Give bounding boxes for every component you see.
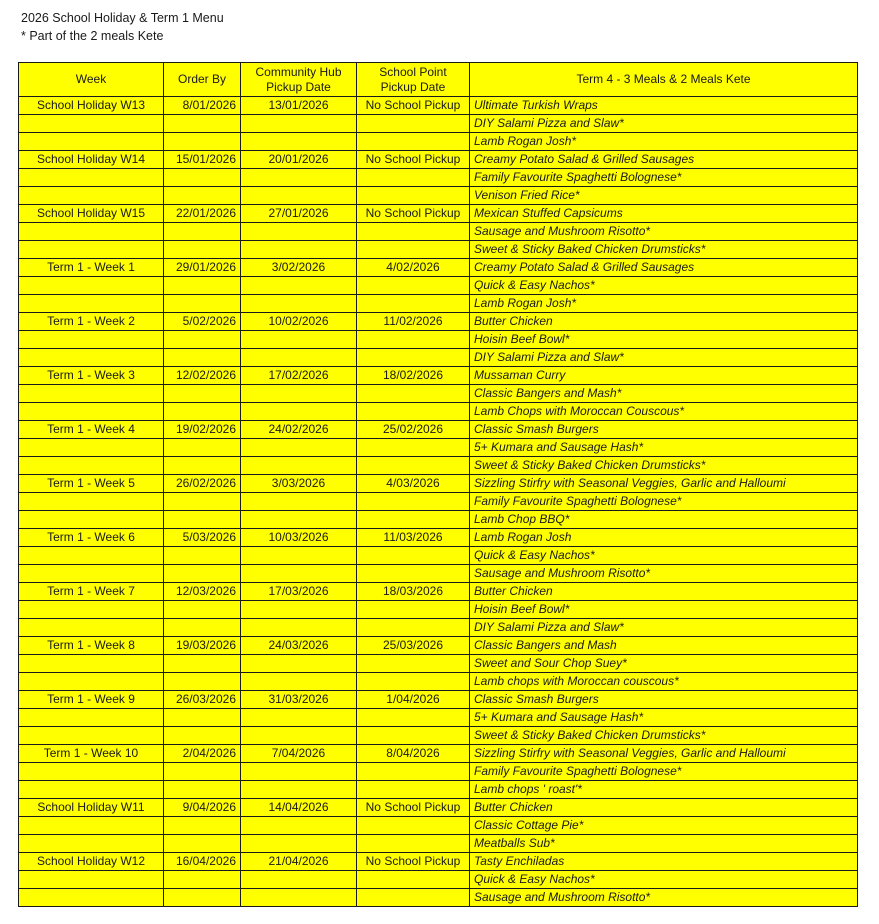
kete-meal-cell: Sausage and Mushroom Risotto*: [470, 889, 858, 907]
community-hub-date-cell: 17/03/2026: [241, 583, 357, 601]
school-point-date-cell: 25/02/2026: [357, 421, 470, 439]
table-row: [19, 187, 858, 205]
community-hub-date-cell-empty: [241, 565, 357, 583]
school-point-date-cell: No School Pickup: [357, 97, 470, 115]
table-row: [19, 763, 858, 781]
header-order-by: Order By: [164, 63, 241, 97]
week-cell-empty: [19, 763, 164, 781]
school-point-date-cell-empty: [357, 871, 470, 889]
week-cell-empty: [19, 655, 164, 673]
order-by-cell-empty: [164, 835, 241, 853]
order-by-cell-empty: [164, 133, 241, 151]
week-cell-empty: [19, 241, 164, 259]
community-hub-date-cell-empty: [241, 439, 357, 457]
table-row: [19, 457, 858, 475]
school-point-date-cell-empty: [357, 493, 470, 511]
order-by-cell-empty: [164, 781, 241, 799]
kete-meal-cell: Sweet & Sticky Baked Chicken Drumsticks*: [470, 727, 858, 745]
meal-cell: Creamy Potato Salad & Grilled Sausages: [470, 259, 858, 277]
community-hub-date-cell: 10/03/2026: [241, 529, 357, 547]
week-cell-empty: [19, 349, 164, 367]
kete-meal-cell: Family Favourite Spaghetti Bolognese*: [470, 763, 858, 781]
week-cell-empty: [19, 385, 164, 403]
table-row: [19, 691, 858, 709]
community-hub-date-cell-empty: [241, 727, 357, 745]
table-row: [19, 583, 858, 601]
week-cell-empty: [19, 547, 164, 565]
community-hub-date-cell-empty: [241, 331, 357, 349]
school-point-date-cell-empty: [357, 457, 470, 475]
meal-cell: Lamb Rogan Josh: [470, 529, 858, 547]
table-row: [19, 637, 858, 655]
school-point-date-cell-empty: [357, 709, 470, 727]
week-cell-empty: [19, 169, 164, 187]
kete-meal-cell: Venison Fried Rice*: [470, 187, 858, 205]
order-by-cell-empty: [164, 187, 241, 205]
order-by-cell-empty: [164, 817, 241, 835]
community-hub-date-cell-empty: [241, 655, 357, 673]
order-by-cell-empty: [164, 493, 241, 511]
school-point-date-cell: 1/04/2026: [357, 691, 470, 709]
kete-footnote: * Part of the 2 meals Kete: [21, 29, 164, 43]
week-cell: Term 1 - Week 10: [19, 745, 164, 763]
order-by-cell: 19/03/2026: [164, 637, 241, 655]
kete-meal-cell: DIY Salami Pizza and Slaw*: [470, 349, 858, 367]
community-hub-date-cell: 14/04/2026: [241, 799, 357, 817]
document-title: 2026 School Holiday & Term 1 Menu: [21, 11, 224, 25]
kete-meal-cell: DIY Salami Pizza and Slaw*: [470, 619, 858, 637]
order-by-cell-empty: [164, 223, 241, 241]
school-point-date-cell: 11/02/2026: [357, 313, 470, 331]
order-by-cell: 15/01/2026: [164, 151, 241, 169]
week-cell-empty: [19, 457, 164, 475]
table-row: [19, 817, 858, 835]
community-hub-date-cell-empty: [241, 403, 357, 421]
community-hub-date-cell-empty: [241, 871, 357, 889]
order-by-cell: 12/03/2026: [164, 583, 241, 601]
school-point-date-cell-empty: [357, 331, 470, 349]
school-point-date-cell-empty: [357, 295, 470, 313]
table-row: [19, 133, 858, 151]
community-hub-date-cell-empty: [241, 349, 357, 367]
order-by-cell-empty: [164, 349, 241, 367]
community-hub-date-cell: 31/03/2026: [241, 691, 357, 709]
table-row: [19, 259, 858, 277]
school-point-date-cell-empty: [357, 403, 470, 421]
community-hub-date-cell-empty: [241, 817, 357, 835]
order-by-cell-empty: [164, 763, 241, 781]
week-cell-empty: [19, 619, 164, 637]
school-point-date-cell-empty: [357, 655, 470, 673]
kete-meal-cell: Sausage and Mushroom Risotto*: [470, 223, 858, 241]
community-hub-date-cell-empty: [241, 133, 357, 151]
order-by-cell: 2/04/2026: [164, 745, 241, 763]
order-by-cell-empty: [164, 547, 241, 565]
week-cell: Term 1 - Week 3: [19, 367, 164, 385]
order-by-cell-empty: [164, 439, 241, 457]
week-cell-empty: [19, 295, 164, 313]
kete-meal-cell: Lamb Rogan Josh*: [470, 133, 858, 151]
order-by-cell-empty: [164, 601, 241, 619]
kete-meal-cell: 5+ Kumara and Sausage Hash*: [470, 439, 858, 457]
order-by-cell: 12/02/2026: [164, 367, 241, 385]
header-week: Week: [19, 63, 164, 97]
week-cell-empty: [19, 709, 164, 727]
community-hub-date-cell-empty: [241, 511, 357, 529]
school-point-date-cell: 25/03/2026: [357, 637, 470, 655]
kete-meal-cell: Sausage and Mushroom Risotto*: [470, 565, 858, 583]
school-point-date-cell: 18/02/2026: [357, 367, 470, 385]
meal-cell: Classic Smash Burgers: [470, 421, 858, 439]
menu-table: [18, 62, 858, 907]
table-row: [19, 565, 858, 583]
kete-meal-cell: Meatballs Sub*: [470, 835, 858, 853]
school-point-date-cell-empty: [357, 277, 470, 295]
community-hub-date-cell: 17/02/2026: [241, 367, 357, 385]
order-by-cell-empty: [164, 889, 241, 907]
order-by-cell: 19/02/2026: [164, 421, 241, 439]
table-row: [19, 151, 858, 169]
school-point-date-cell: No School Pickup: [357, 799, 470, 817]
table-row: [19, 331, 858, 349]
school-point-date-cell-empty: [357, 133, 470, 151]
community-hub-date-cell-empty: [241, 547, 357, 565]
order-by-cell-empty: [164, 511, 241, 529]
order-by-cell: 5/02/2026: [164, 313, 241, 331]
school-point-date-cell: No School Pickup: [357, 151, 470, 169]
kete-meal-cell: Hoisin Beef Bowl*: [470, 331, 858, 349]
school-point-date-cell-empty: [357, 781, 470, 799]
table-row: [19, 169, 858, 187]
community-hub-date-cell: 10/02/2026: [241, 313, 357, 331]
school-point-date-cell-empty: [357, 601, 470, 619]
table-row: [19, 547, 858, 565]
school-point-date-cell: No School Pickup: [357, 205, 470, 223]
school-point-date-cell-empty: [357, 889, 470, 907]
week-cell-empty: [19, 439, 164, 457]
header-meals: Term 4 - 3 Meals & 2 Meals Kete: [470, 63, 858, 97]
order-by-cell-empty: [164, 277, 241, 295]
order-by-cell-empty: [164, 385, 241, 403]
school-point-date-cell-empty: [357, 547, 470, 565]
order-by-cell-empty: [164, 655, 241, 673]
week-cell-empty: [19, 673, 164, 691]
order-by-cell-empty: [164, 673, 241, 691]
community-hub-date-cell: 3/02/2026: [241, 259, 357, 277]
community-hub-date-cell-empty: [241, 673, 357, 691]
community-hub-date-cell-empty: [241, 223, 357, 241]
table-row: [19, 403, 858, 421]
table-row: [19, 367, 858, 385]
order-by-cell: 26/03/2026: [164, 691, 241, 709]
community-hub-date-cell-empty: [241, 763, 357, 781]
community-hub-date-cell: 24/03/2026: [241, 637, 357, 655]
community-hub-date-cell-empty: [241, 241, 357, 259]
order-by-cell: 26/02/2026: [164, 475, 241, 493]
kete-meal-cell: Sweet & Sticky Baked Chicken Drumsticks*: [470, 241, 858, 259]
table-row: [19, 421, 858, 439]
table-row: [19, 277, 858, 295]
week-cell-empty: [19, 331, 164, 349]
table-row: [19, 475, 858, 493]
school-point-date-cell-empty: [357, 439, 470, 457]
week-cell: School Holiday W11: [19, 799, 164, 817]
table-row: [19, 313, 858, 331]
kete-meal-cell: Sweet & Sticky Baked Chicken Drumsticks*: [470, 457, 858, 475]
school-point-date-cell-empty: [357, 187, 470, 205]
table-row: [19, 511, 858, 529]
order-by-cell-empty: [164, 565, 241, 583]
kete-meal-cell: Quick & Easy Nachos*: [470, 871, 858, 889]
school-point-date-cell-empty: [357, 115, 470, 133]
school-point-date-cell-empty: [357, 385, 470, 403]
week-cell-empty: [19, 511, 164, 529]
table-row: [19, 889, 858, 907]
kete-meal-cell: Classic Cottage Pie*: [470, 817, 858, 835]
order-by-cell: 9/04/2026: [164, 799, 241, 817]
school-point-date-cell-empty: [357, 619, 470, 637]
school-point-date-cell: 18/03/2026: [357, 583, 470, 601]
table-row: [19, 529, 858, 547]
week-cell: School Holiday W15: [19, 205, 164, 223]
week-cell-empty: [19, 781, 164, 799]
school-point-date-cell-empty: [357, 817, 470, 835]
meal-cell: Butter Chicken: [470, 313, 858, 331]
week-cell-empty: [19, 277, 164, 295]
table-row: [19, 115, 858, 133]
community-hub-date-cell-empty: [241, 781, 357, 799]
order-by-cell-empty: [164, 241, 241, 259]
order-by-cell-empty: [164, 295, 241, 313]
kete-meal-cell: Lamb Chop BBQ*: [470, 511, 858, 529]
kete-meal-cell: Quick & Easy Nachos*: [470, 277, 858, 295]
school-point-date-cell-empty: [357, 763, 470, 781]
meal-cell: Sizzling Stirfry with Seasonal Veggies, Garlic and Halloumi: [470, 745, 858, 763]
school-point-date-cell: 4/02/2026: [357, 259, 470, 277]
community-hub-date-cell: 3/03/2026: [241, 475, 357, 493]
community-hub-date-cell-empty: [241, 295, 357, 313]
community-hub-date-cell-empty: [241, 889, 357, 907]
school-point-date-cell-empty: [357, 511, 470, 529]
school-point-date-cell: No School Pickup: [357, 853, 470, 871]
meal-cell: Sizzling Stirfry with Seasonal Veggies, Garlic and Halloumi: [470, 475, 858, 493]
order-by-cell: 29/01/2026: [164, 259, 241, 277]
week-cell: Term 1 - Week 2: [19, 313, 164, 331]
kete-meal-cell: 5+ Kumara and Sausage Hash*: [470, 709, 858, 727]
community-hub-date-cell: 7/04/2026: [241, 745, 357, 763]
table-row: [19, 223, 858, 241]
week-cell: Term 1 - Week 9: [19, 691, 164, 709]
week-cell-empty: [19, 565, 164, 583]
meal-cell: Mexican Stuffed Capsicums: [470, 205, 858, 223]
order-by-cell-empty: [164, 709, 241, 727]
kete-meal-cell: Hoisin Beef Bowl*: [470, 601, 858, 619]
order-by-cell-empty: [164, 619, 241, 637]
order-by-cell-empty: [164, 331, 241, 349]
table-row: [19, 205, 858, 223]
table-row: [19, 853, 858, 871]
kete-meal-cell: Family Favourite Spaghetti Bolognese*: [470, 493, 858, 511]
community-hub-date-cell-empty: [241, 601, 357, 619]
community-hub-date-cell-empty: [241, 709, 357, 727]
school-point-date-cell-empty: [357, 241, 470, 259]
week-cell: Term 1 - Week 6: [19, 529, 164, 547]
table-row: [19, 727, 858, 745]
community-hub-date-cell: 24/02/2026: [241, 421, 357, 439]
order-by-cell: 5/03/2026: [164, 529, 241, 547]
order-by-cell-empty: [164, 457, 241, 475]
week-cell-empty: [19, 817, 164, 835]
week-cell-empty: [19, 133, 164, 151]
kete-meal-cell: DIY Salami Pizza and Slaw*: [470, 115, 858, 133]
school-point-date-cell: 4/03/2026: [357, 475, 470, 493]
week-cell: School Holiday W13: [19, 97, 164, 115]
week-cell: Term 1 - Week 8: [19, 637, 164, 655]
meal-cell: Tasty Enchiladas: [470, 853, 858, 871]
table-row: [19, 97, 858, 115]
header-school-point-pickup: School Point Pickup Date: [357, 63, 470, 97]
menu-body: [19, 97, 858, 907]
order-by-cell: 16/04/2026: [164, 853, 241, 871]
order-by-cell-empty: [164, 115, 241, 133]
meal-cell: Creamy Potato Salad & Grilled Sausages: [470, 151, 858, 169]
meal-cell: Mussaman Curry: [470, 367, 858, 385]
table-row: [19, 241, 858, 259]
table-row: [19, 673, 858, 691]
table-row: [19, 619, 858, 637]
meal-cell: Ultimate Turkish Wraps: [470, 97, 858, 115]
school-point-date-cell-empty: [357, 169, 470, 187]
table-row: [19, 871, 858, 889]
table-row: [19, 493, 858, 511]
community-hub-date-cell-empty: [241, 187, 357, 205]
week-cell-empty: [19, 403, 164, 421]
kete-meal-cell: Lamb chops ' roast'*: [470, 781, 858, 799]
week-cell-empty: [19, 115, 164, 133]
header-row: [19, 63, 858, 97]
community-hub-date-cell-empty: [241, 277, 357, 295]
table-row: [19, 385, 858, 403]
week-cell-empty: [19, 601, 164, 619]
meal-cell: Butter Chicken: [470, 583, 858, 601]
kete-meal-cell: Lamb Chops with Moroccan Couscous*: [470, 403, 858, 421]
school-point-date-cell-empty: [357, 727, 470, 745]
community-hub-date-cell: 21/04/2026: [241, 853, 357, 871]
kete-meal-cell: Quick & Easy Nachos*: [470, 547, 858, 565]
community-hub-date-cell-empty: [241, 457, 357, 475]
week-cell-empty: [19, 889, 164, 907]
table-row: [19, 349, 858, 367]
school-point-date-cell-empty: [357, 565, 470, 583]
table-row: [19, 655, 858, 673]
week-cell: School Holiday W12: [19, 853, 164, 871]
table-row: [19, 781, 858, 799]
community-hub-date-cell-empty: [241, 493, 357, 511]
community-hub-date-cell: 20/01/2026: [241, 151, 357, 169]
table-row: [19, 745, 858, 763]
community-hub-date-cell-empty: [241, 385, 357, 403]
table-row: [19, 709, 858, 727]
community-hub-date-cell: 27/01/2026: [241, 205, 357, 223]
order-by-cell-empty: [164, 871, 241, 889]
header-community-hub-pickup: Community Hub Pickup Date: [241, 63, 357, 97]
kete-meal-cell: Sweet and Sour Chop Suey*: [470, 655, 858, 673]
community-hub-date-cell-empty: [241, 619, 357, 637]
week-cell: Term 1 - Week 5: [19, 475, 164, 493]
week-cell-empty: [19, 835, 164, 853]
table-row: [19, 439, 858, 457]
table-row: [19, 295, 858, 313]
week-cell: Term 1 - Week 7: [19, 583, 164, 601]
kete-meal-cell: Lamb Rogan Josh*: [470, 295, 858, 313]
order-by-cell-empty: [164, 727, 241, 745]
week-cell-empty: [19, 187, 164, 205]
week-cell: Term 1 - Week 1: [19, 259, 164, 277]
order-by-cell: 8/01/2026: [164, 97, 241, 115]
community-hub-date-cell-empty: [241, 169, 357, 187]
week-cell: School Holiday W14: [19, 151, 164, 169]
meal-cell: Butter Chicken: [470, 799, 858, 817]
school-point-date-cell: 11/03/2026: [357, 529, 470, 547]
kete-meal-cell: Classic Bangers and Mash*: [470, 385, 858, 403]
table-row: [19, 799, 858, 817]
school-point-date-cell-empty: [357, 349, 470, 367]
kete-meal-cell: Family Favourite Spaghetti Bolognese*: [470, 169, 858, 187]
week-cell-empty: [19, 223, 164, 241]
order-by-cell-empty: [164, 403, 241, 421]
order-by-cell-empty: [164, 169, 241, 187]
table-row: [19, 835, 858, 853]
week-cell: Term 1 - Week 4: [19, 421, 164, 439]
community-hub-date-cell-empty: [241, 835, 357, 853]
meal-cell: Classic Bangers and Mash: [470, 637, 858, 655]
kete-meal-cell: Lamb chops with Moroccan couscous*: [470, 673, 858, 691]
school-point-date-cell: 8/04/2026: [357, 745, 470, 763]
week-cell-empty: [19, 727, 164, 745]
meal-cell: Classic Smash Burgers: [470, 691, 858, 709]
week-cell-empty: [19, 493, 164, 511]
school-point-date-cell-empty: [357, 835, 470, 853]
order-by-cell: 22/01/2026: [164, 205, 241, 223]
community-hub-date-cell-empty: [241, 115, 357, 133]
week-cell-empty: [19, 871, 164, 889]
school-point-date-cell-empty: [357, 673, 470, 691]
community-hub-date-cell: 13/01/2026: [241, 97, 357, 115]
school-point-date-cell-empty: [357, 223, 470, 241]
table-row: [19, 601, 858, 619]
